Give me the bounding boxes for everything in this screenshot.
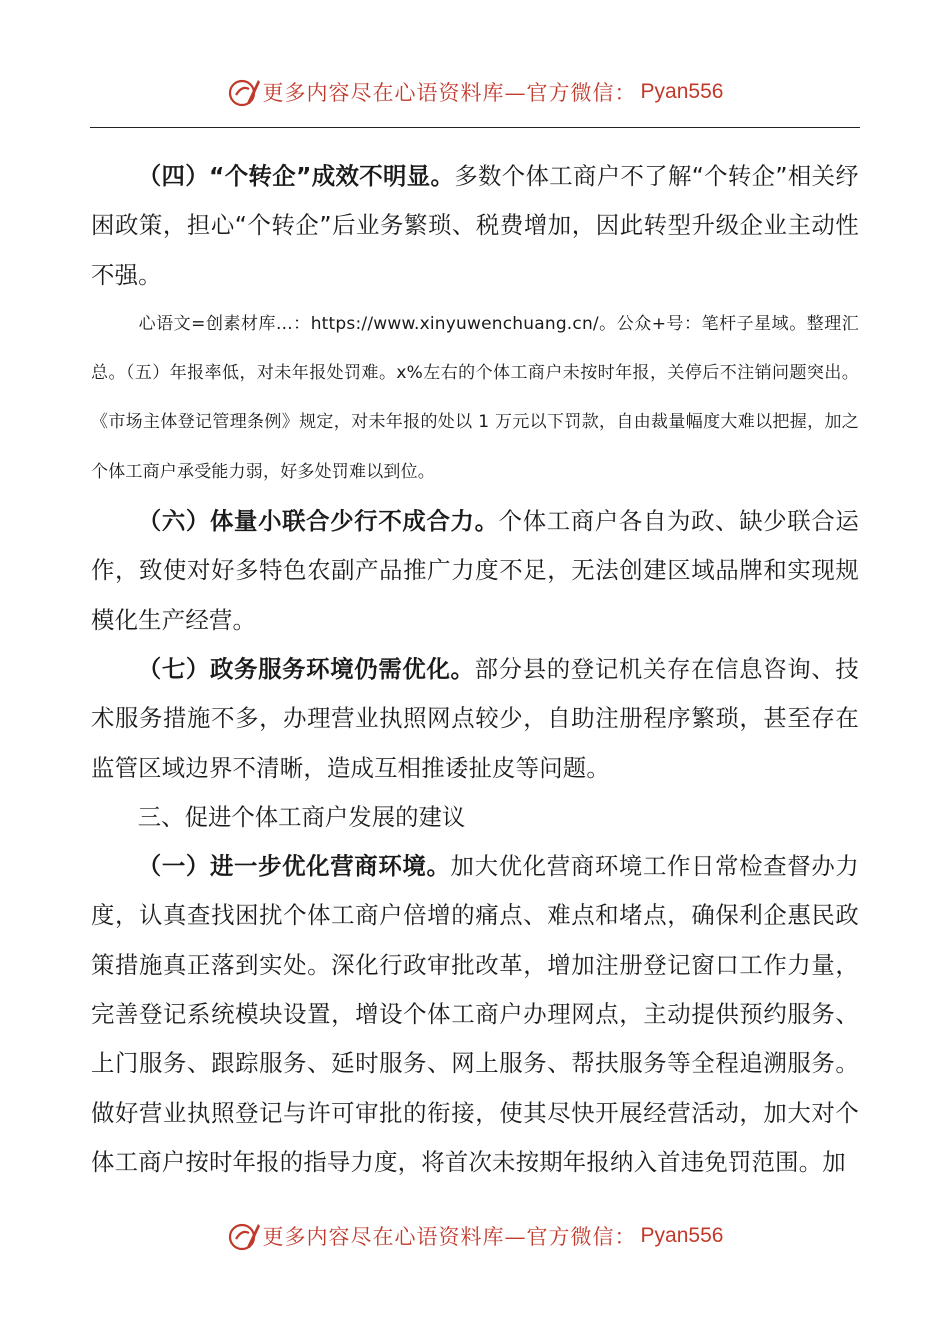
- paragraph-four: [91, 152, 859, 300]
- pen-logo-icon: [227, 1219, 261, 1253]
- pen-logo-icon: [227, 75, 261, 109]
- footer-banner-id: Pyan556: [640, 1224, 724, 1247]
- paragraph-seven-text: 部分县的登记机关存在信息咨询、技术服务措施不多，办理营业执照网点较少，自助注册程序繁琐，甚至存在监管区域边界不清晰，造成互相推诿扯皮等问题。: [91, 654, 859, 782]
- paragraph-seven-heading: （七）政务服务环境仍需优化。: [137, 654, 475, 683]
- suggestion-one: [91, 842, 859, 1187]
- small-note-paragraph: 心语文=创素材库...：https://www.xinyuwenchuang.cn/。公众+号：笔杆子星域。整理汇总。（五）年报率低，对未年报处罚难。x%左右的个体工商户未按时年报，关停后不注销问题突出。《市场主体登记管理条例》规定，对未年报的处以 1 万元以下罚款，自由裁量幅度大难以把握，加之个体工商户承受能力弱，好多处罚难以到位。: [91, 313, 859, 482]
- paragraph-four-heading: （四）“个转企”成效不明显。: [137, 162, 455, 190]
- header-rule: [90, 127, 860, 128]
- paragraph-six: [91, 497, 859, 645]
- footer-banner-text: 更多内容尽在心语资料库—官方微信：: [262, 1225, 637, 1249]
- suggestion-one-text: 加大优化营商环境工作日常检查督办力度，认真查找困扰个体工商户倍增的痛点、难点和堵点，确保利企惠民政策措施真正落到实处。深化行政审批改革，增加注册登记窗口工作力量，完善登记系统模块设置，增设个体工商户办理网点，主动提供预约服务、上门服务、跟踪服务、延时服务、网上服务、帮扶服务等全程追溯服务。做好营业执照登记与许可审批的衔接，使其尽快开展经营活动，加大对个体工商户按时年报的指导力度，将首次未按期年报纳入首违免罚范围。加: [91, 852, 859, 1176]
- header-banner-text: 更多内容尽在心语资料库—官方微信：: [262, 81, 637, 105]
- paragraph-six-text: 个体工商户各自为政、缺少联合运作，致使对好多特色农副产品推广力度不足，无法创建区域品牌和实现规模化生产经营。: [91, 507, 860, 634]
- paragraph-six-heading: （六）体量小联合少行不成合力。: [137, 507, 499, 536]
- paragraph-seven: [91, 645, 859, 793]
- header-banner: [0, 72, 950, 112]
- header-banner-id: Pyan556: [640, 80, 724, 103]
- section-three-heading: 三、促进个体工商户发展的建议: [137, 802, 466, 831]
- suggestion-one-heading: （一）进一步优化营商环境。: [137, 852, 451, 881]
- footer-banner: [0, 1216, 950, 1256]
- paragraph-four-text: 多数个体工商户不了解“个转企”相关纾困政策，担心“个转企”后业务繁琐、税费增加，因此转型升级企业主动性不强。: [91, 162, 859, 289]
- document-body: [91, 152, 859, 1187]
